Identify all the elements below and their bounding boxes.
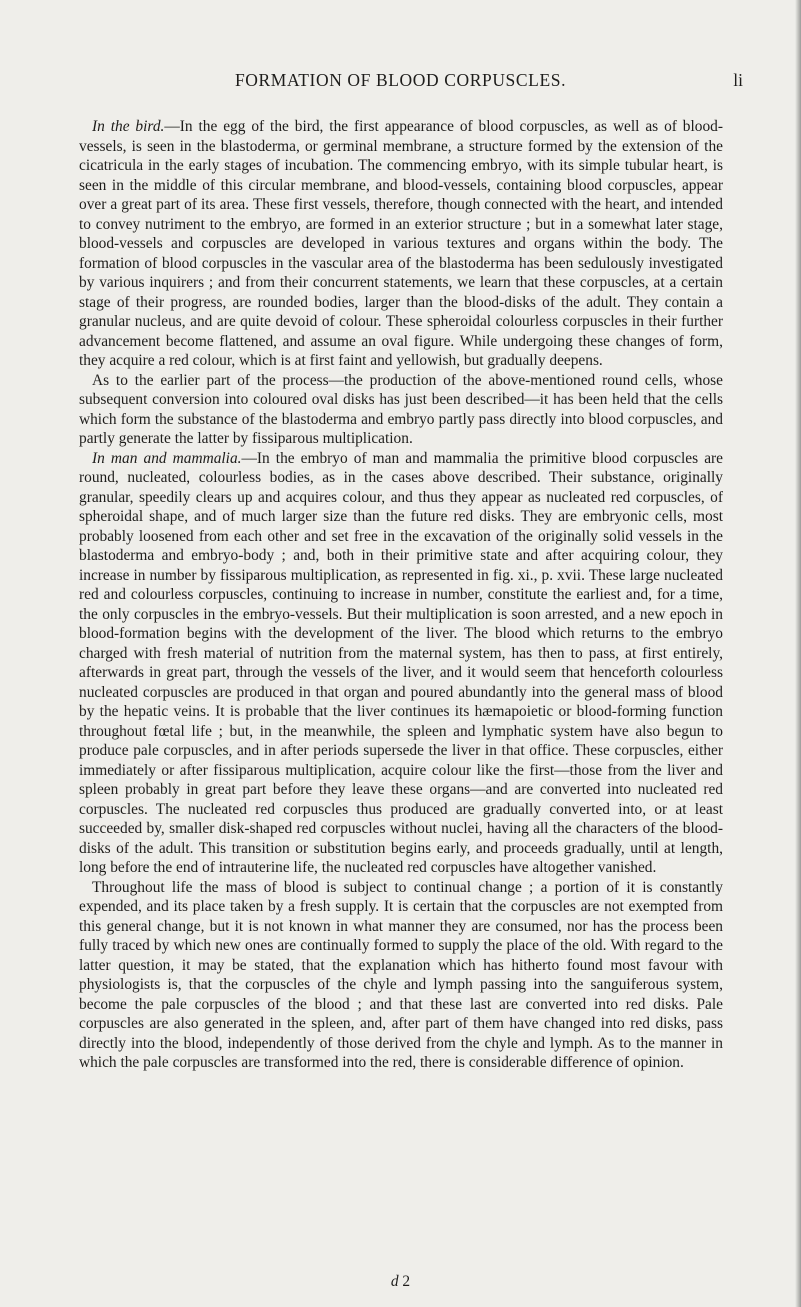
paragraph-throughout-life bbox=[79, 878, 723, 1073]
paragraph-man-mammalia bbox=[79, 449, 723, 878]
paragraph-earlier-process bbox=[79, 371, 723, 449]
paragraph-text: Throughout life the mass of blood is subject to continual change ; a portion of it is constantly expended, and its place taken by a fresh supply. It is certain that the corpuscles are not exempted from this general change, but it is not known in what manner they are consumed, nor has the process been fully traced by which new ones are continually formed to supply the place of the old. With regard to the latter question, it may be stated, that the explanation which has hitherto found most favour with physiologists is, that the corpuscles of the chyle and lymph passing into the sanguiferous system, become the pale corpuscles of the blood ; and that these last are converted into red disks. Pale corpuscles are also generated in the spleen, and, after part of them have changed into red disks, pass directly into the blood, independently of those derived from the chyle and lymph. As to the manner in which the pale corpuscles are transformed into the red, there is considerable difference of opinion. bbox=[79, 878, 723, 1071]
body-text bbox=[79, 117, 723, 1073]
signature-letter: d bbox=[390, 1273, 399, 1290]
paragraph-text: —In the embryo of man and mammalia the primitive blood corpuscles are round, nucleated, colourless bodies, as in the cases above described. Their substance, originally granular, speedily clears up and acquires colour, and thus they appear as nucleated red corpuscles, of spheroidal shape, and of much larger size than the future red disks. They are embryonic cells, most probably loosened from each other and set free in the excavation of the originally solid vessels in the blastoderma and embryo-body ; and, both in their primitive state and after acquiring colour, they increase in number by fissiparous multiplication, as represented in fig. xi., p. xvii. These large nucleated red and colourless corpuscles, continuing to increase in number, constitute the earliest and, for a time, the only corpuscles in the embryo-vessels. But their multiplication is soon arrested, and a new epoch in blood-formation begins with the development of the liver. The blood which returns to the embryo charged with fresh material of nutrition from the maternal system, has then to pass, at first entirely, afterwards in great part, through the vessels of the liver, and it would seem that henceforth colourless nucleated corpuscles are produced in that organ and poured abundantly into the general mass of blood by the hepatic veins. It is probable that the liver continues its hæmapoietic or blood-forming function throughout fœtal life ; but, in the meanwhile, the spleen and lymphatic system have also begun to produce pale corpuscles, and in after periods supersede the liver in that office. These corpuscles, either immediately or after fissiparous multiplication, acquire colour like the first—those from the liver and spleen probably in great part before they leave these organs—and are converted into nucleated red corpuscles. The nucleated red corpuscles thus produced are gradually converted into, or at least succeeded by, smaller disk-shaped red corpuscles without nuclei, having all the characters of the blood-disks of the adult. This transition or substitution begins early, and proceeds gradually, until at length, long before the end of intrauterine life, the nucleated red corpuscles have altogether vanished. bbox=[79, 449, 723, 876]
signature-mark bbox=[0, 1273, 801, 1291]
paragraph-text: As to the earlier part of the process—the production of the above-mentioned round cells, whose subsequent conversion into coloured oval disks has just been described—it has been held that the cells which form the substance of the blastoderma and embryo partly pass directly into blood corpuscles, and partly generate the latter by fissiparous multiplication. bbox=[79, 371, 723, 447]
paragraph-bird bbox=[79, 117, 723, 371]
running-title: FORMATION OF BLOOD CORPUSCLES. bbox=[234, 70, 567, 90]
signature-number: 2 bbox=[402, 1273, 411, 1290]
running-head bbox=[0, 70, 801, 94]
page-edge-shadow bbox=[795, 0, 801, 1307]
paragraph-lead: In man and mammalia. bbox=[92, 449, 242, 467]
paragraph-lead: In the bird. bbox=[92, 118, 165, 135]
page-number: li bbox=[733, 70, 743, 90]
paragraph-text: —In the egg of the bird, the first appearance of blood corpuscles, as well as of blood-vessels, is seen in the blastoderma, or germinal membrane, a structure formed by the extension of the cicatricula in the early stages of incubation. The commencing embryo, with its simple tubular heart, is seen in the middle of this circular membrane, and blood-vessels, containing blood corpuscles, appear over a great part of its area. These first vessels, therefore, though connected with the heart, and intended to convey nutriment to the embryo, are formed in an exterior structure ; but in a somewhat later stage, blood-vessels and corpuscles are developed in various textures and organs within the body. The formation of blood corpuscles in the vascular area of the blastoderma has been sedulously investigated by various inquirers ; and from their concurrent statements, we learn that these corpuscles, at a certain stage of their progress, are rounded bodies, larger than the blood-disks of the adult. They contain a granular nucleus, and are quite devoid of colour. These spheroidal colourless corpuscles in their further advancement become flattened, and assume an oval figure. While undergoing these changes of form, they acquire a red colour, which is at first faint and yellowish, but gradually deepens. bbox=[79, 118, 723, 369]
